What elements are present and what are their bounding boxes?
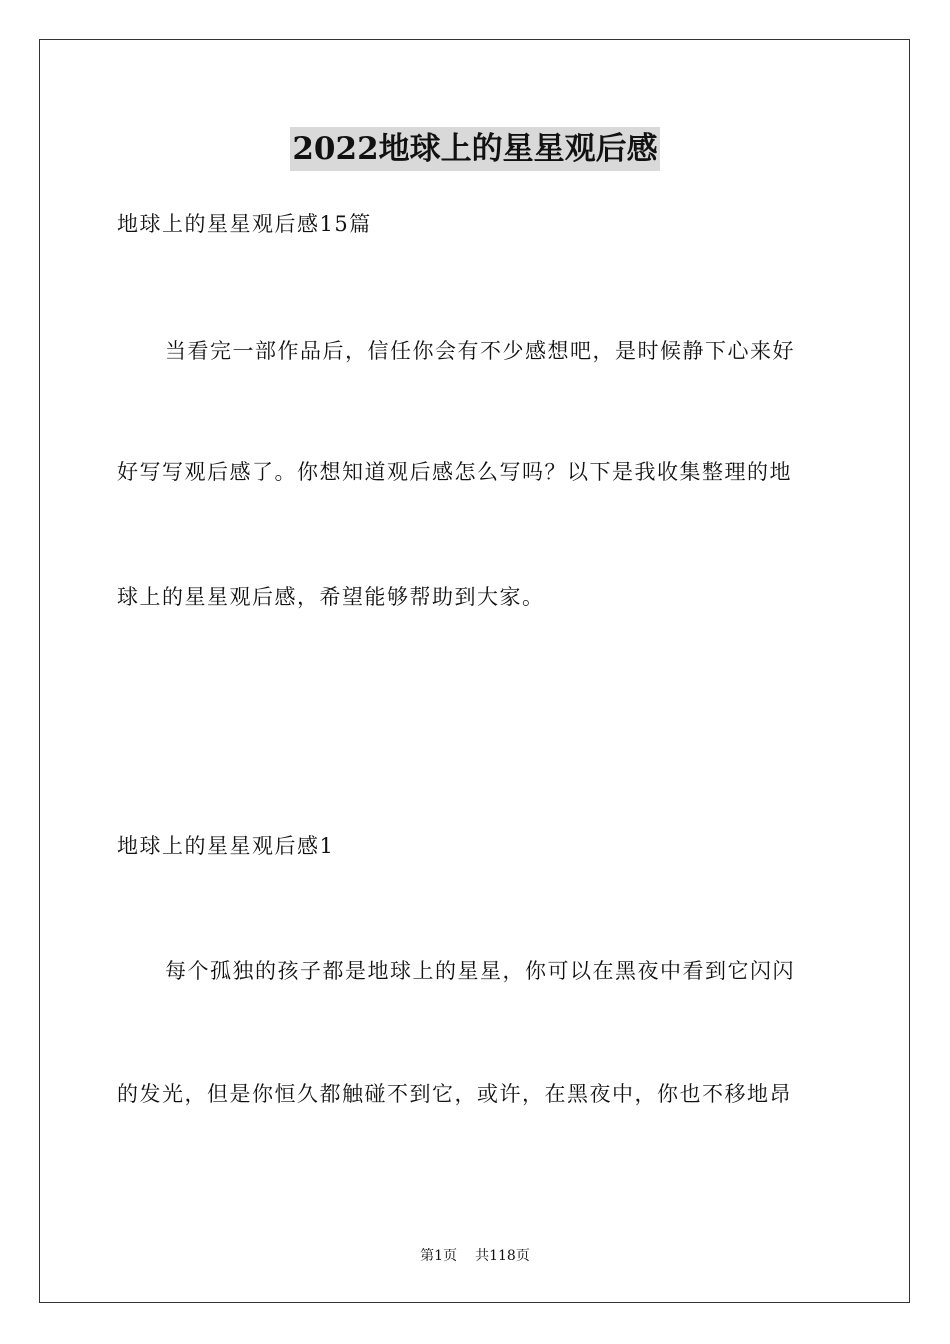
document-subtitle: 地球上的星星观后感15篇 <box>117 212 372 236</box>
intro-line-2: 好写写观后感了。你想知道观后感怎么写吗？以下是我收集整理的地 <box>117 460 792 484</box>
section-line-2: 的发光，但是你恒久都触碰不到它，或许，在黑夜中，你也不移地昂 <box>117 1082 792 1106</box>
section-heading: 地球上的星星观后感1 <box>117 834 335 858</box>
title-container <box>0 127 950 171</box>
document-title: 2022地球上的星星观后感 <box>290 127 659 171</box>
page-number: 第1页 <box>420 1248 458 1264</box>
page-footer <box>0 1246 950 1266</box>
intro-line-3: 球上的星星观后感，希望能够帮助到大家。 <box>117 585 545 609</box>
section-line-1: 每个孤独的孩子都是地球上的星星，你可以在黑夜中看到它闪闪 <box>165 959 795 983</box>
intro-line-1: 当看完一部作品后，信任你会有不少感想吧，是时候静下心来好 <box>165 339 795 363</box>
page-total: 共118页 <box>475 1248 530 1264</box>
